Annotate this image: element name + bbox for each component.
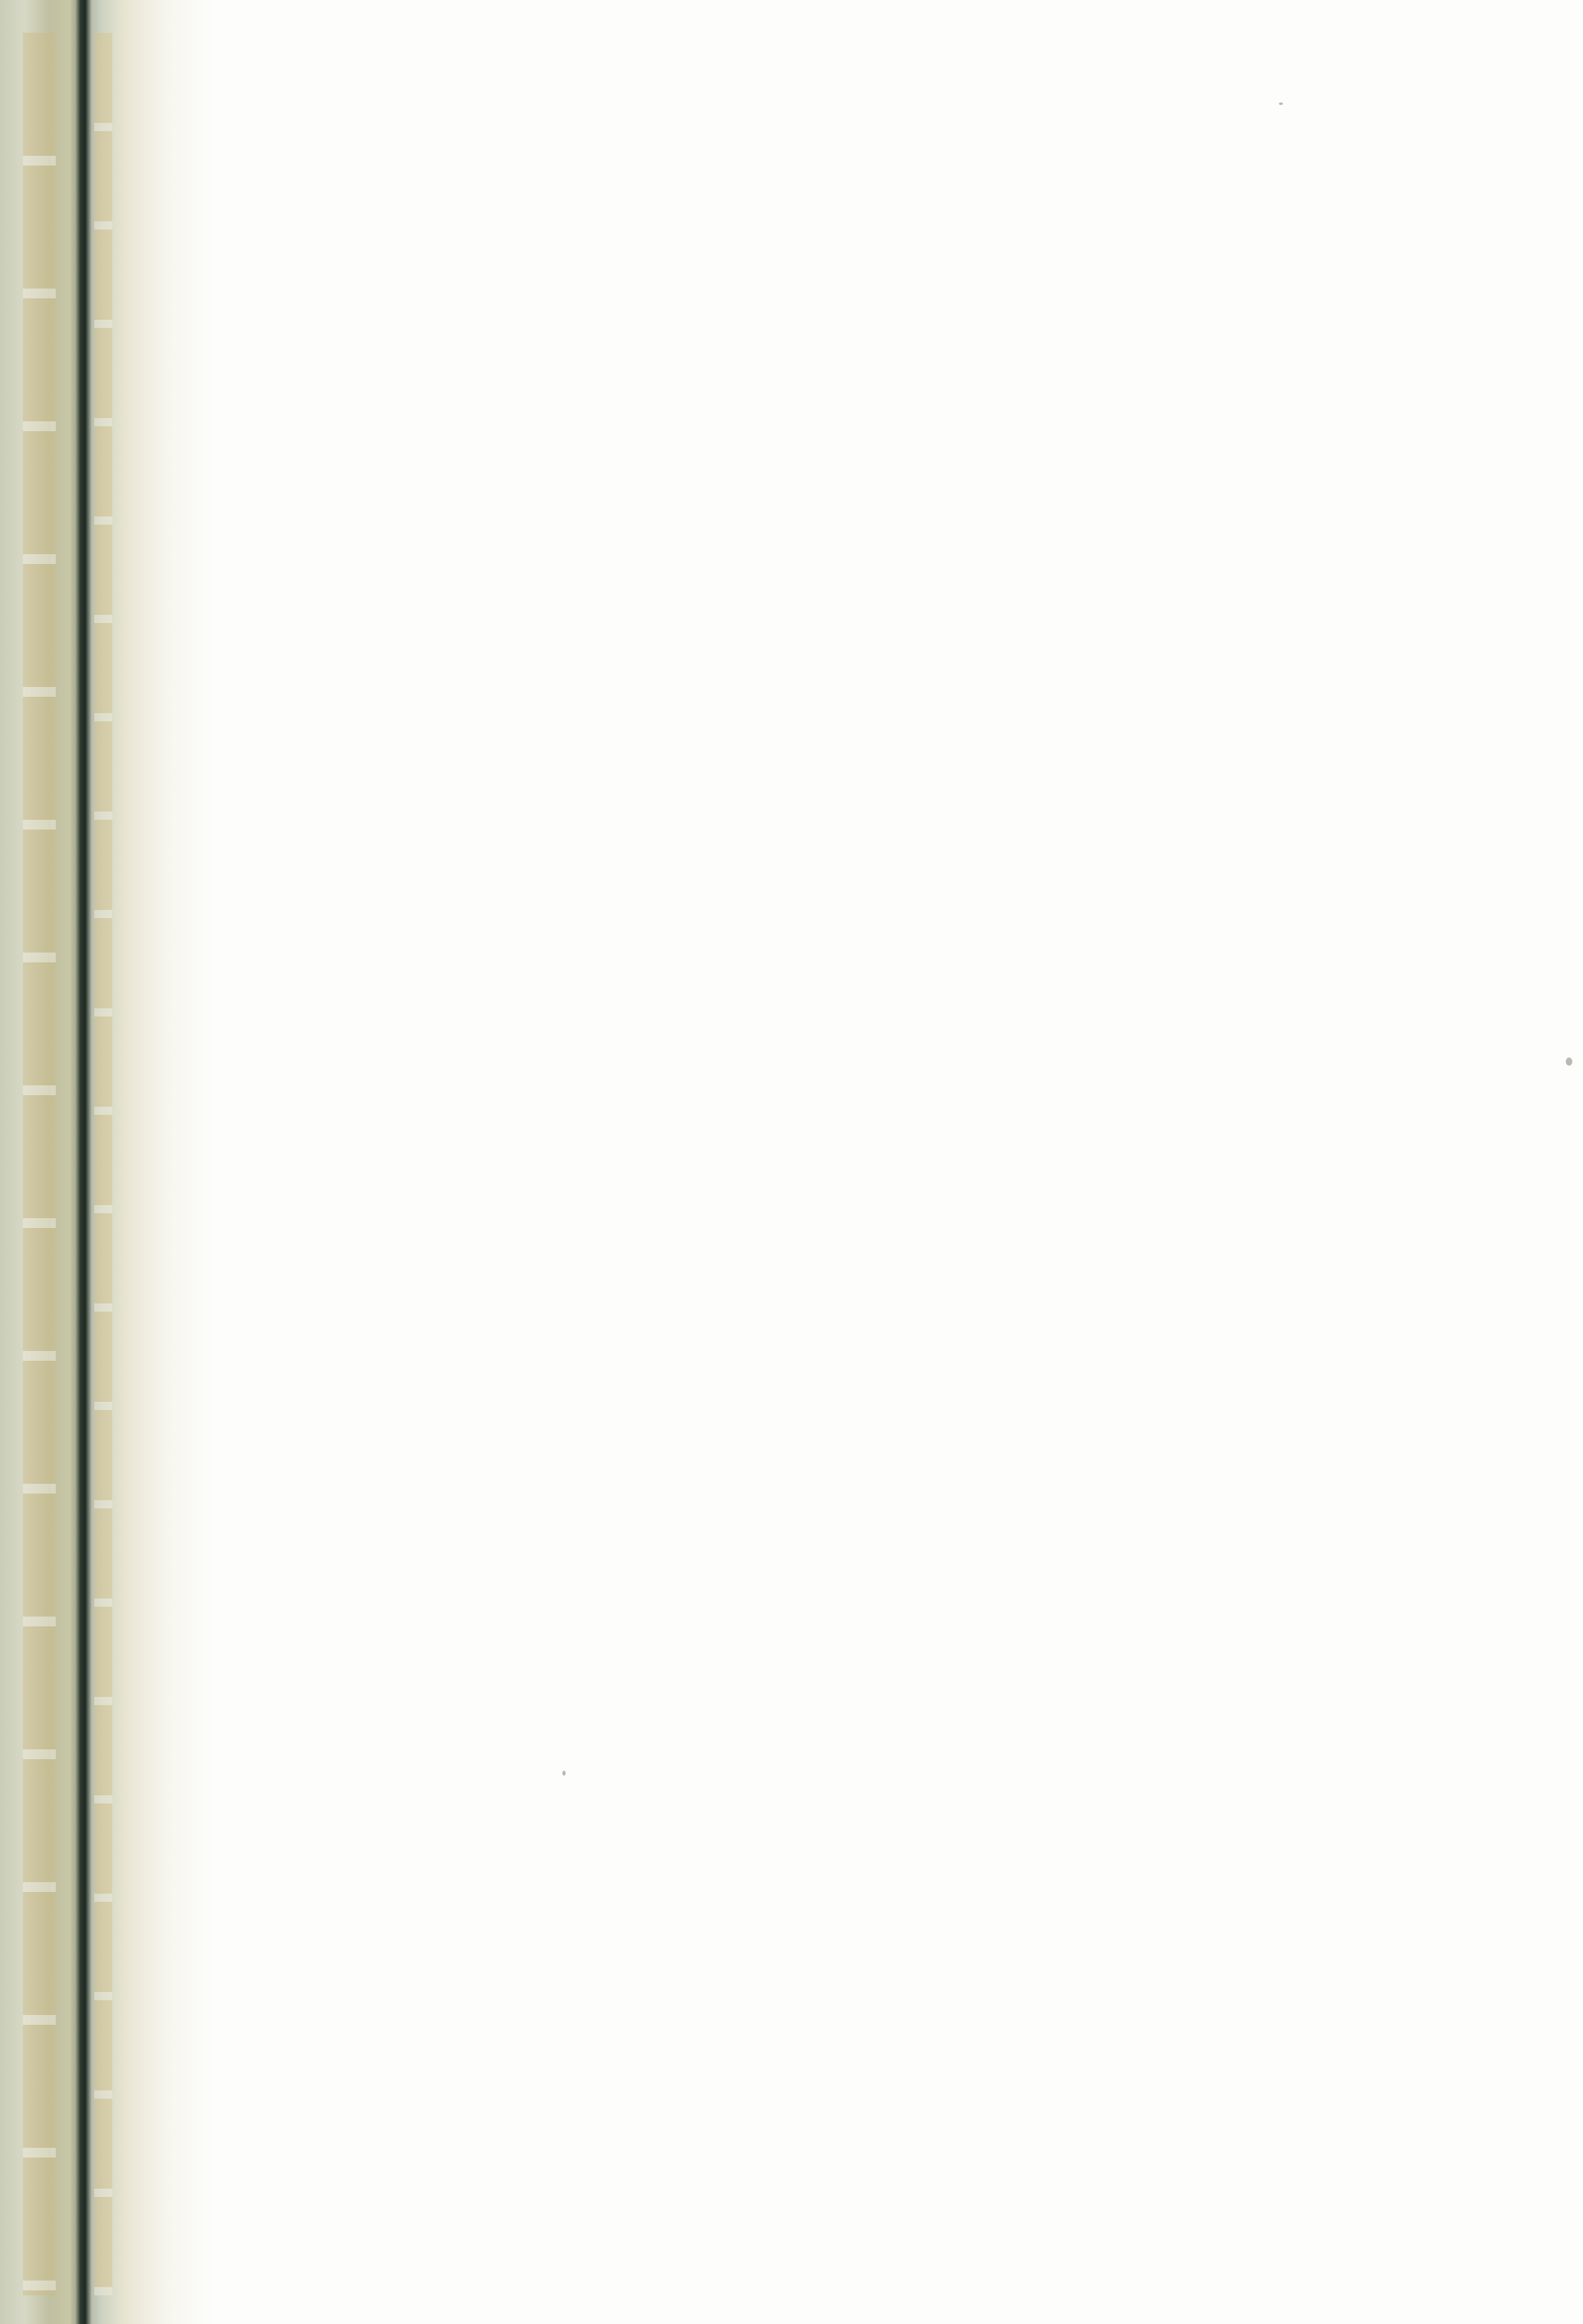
scan-speck [1566, 1057, 1572, 1066]
adjacent-page-border [23, 33, 56, 2295]
adjacent-page-border-inner [94, 33, 112, 2295]
scan-speck [562, 1771, 566, 1776]
book-spine [0, 0, 213, 2324]
scan-speck [1279, 102, 1283, 105]
